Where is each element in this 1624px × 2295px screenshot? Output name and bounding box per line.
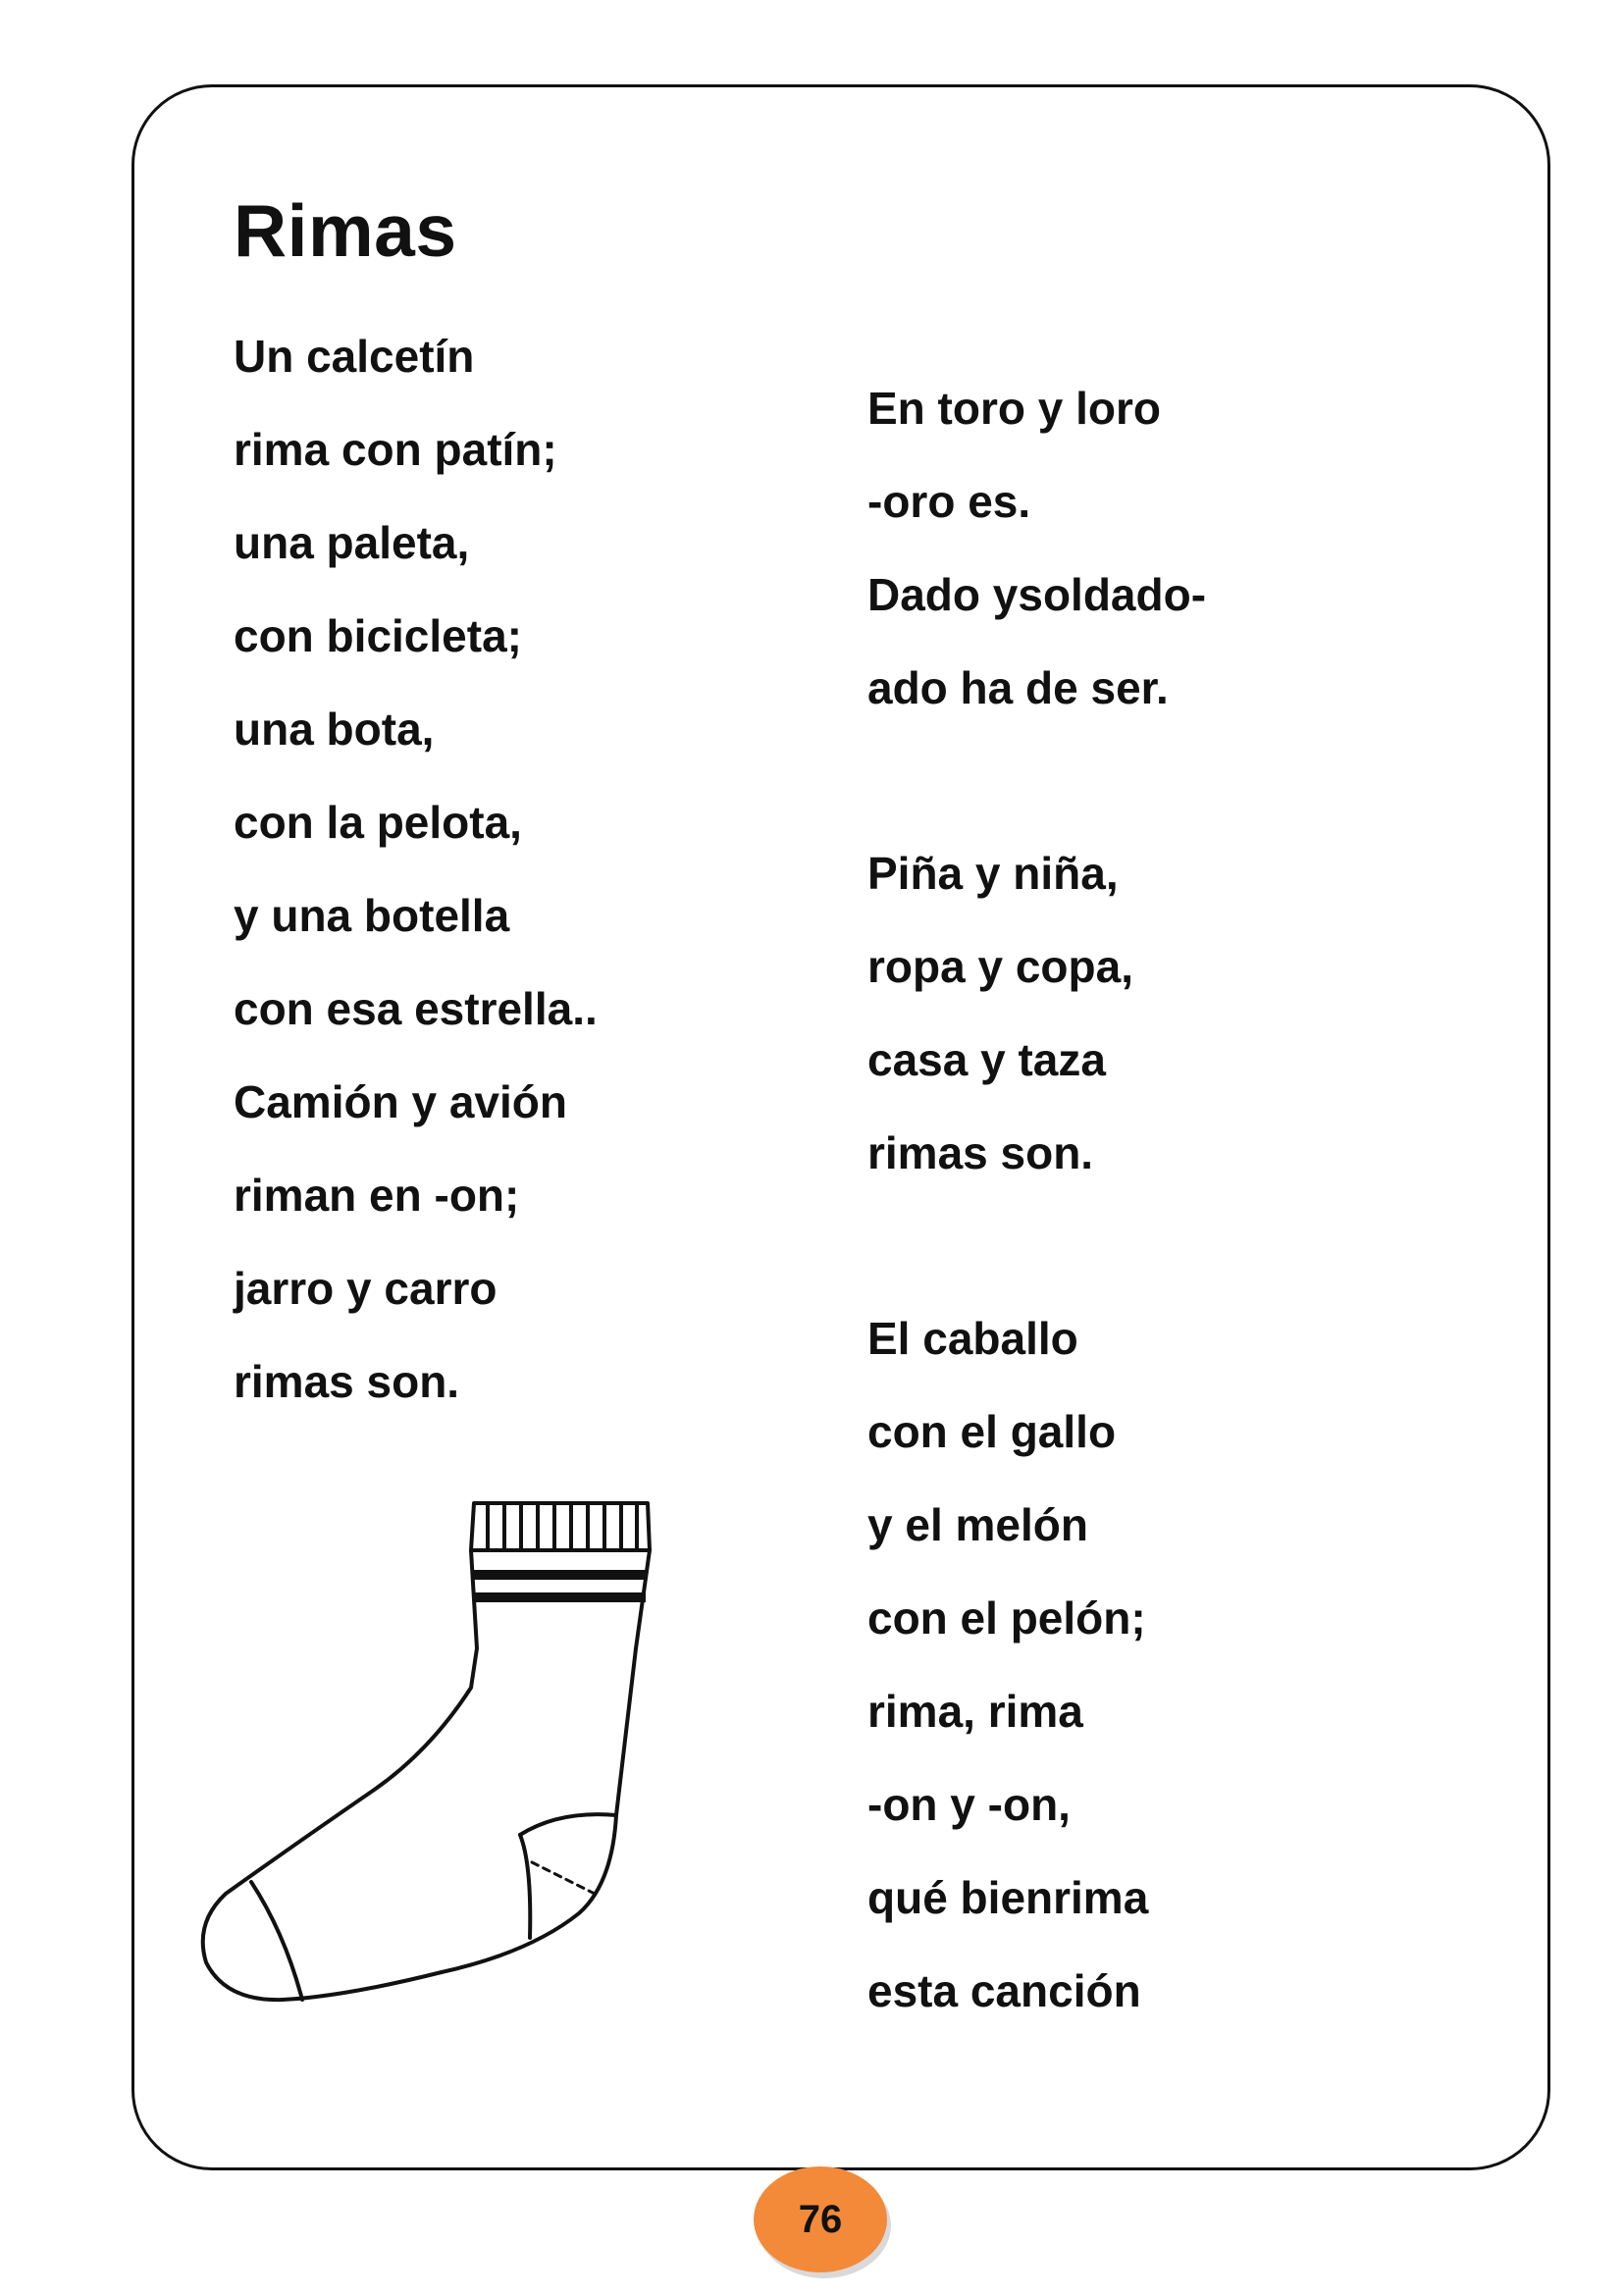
poem-line: una bota,	[234, 704, 435, 755]
poem-line: Piña y niña,	[867, 848, 1119, 899]
poem-line: rima con patín;	[234, 424, 557, 475]
poem-line: ropa y copa,	[867, 941, 1133, 992]
poem-line: -on y -on,	[867, 1779, 1071, 1830]
poem-line: riman en -on;	[234, 1170, 520, 1221]
poem-line: Camión y avión	[234, 1076, 567, 1127]
poem-line: rimas son.	[234, 1356, 460, 1407]
poem-line: El caballo	[867, 1313, 1078, 1364]
poem-line: rima, rima	[867, 1686, 1083, 1737]
page-number-badge	[754, 2166, 887, 2272]
poem-line: En toro y loro	[867, 383, 1161, 434]
poem-line: con esa estrella..	[234, 983, 598, 1034]
poem-line: ado ha de ser.	[867, 662, 1169, 713]
page-number: 76	[798, 2197, 843, 2241]
poem-line: -oro es.	[867, 476, 1031, 527]
sock-icon	[186, 1491, 667, 2021]
poem-line: una paleta,	[234, 517, 470, 568]
poem-line: Dado ysoldado-	[867, 569, 1207, 620]
poem-line: con el gallo	[867, 1406, 1117, 1457]
page-title: Rimas	[234, 189, 457, 272]
poem-line: rimas son.	[867, 1127, 1094, 1178]
poem-line: jarro y carro	[234, 1263, 498, 1314]
poem-line: Un calcetín	[234, 331, 475, 382]
poem-line: con bicicleta;	[234, 610, 522, 661]
poem-line: y una botella	[234, 890, 510, 941]
poem-line: esta canción	[867, 1965, 1141, 2016]
poem-line: casa y taza	[867, 1034, 1106, 1085]
poem-line: y el melón	[867, 1499, 1088, 1550]
poem-line: qué bienrima	[867, 1872, 1149, 1923]
poem-line: con la pelota,	[234, 797, 522, 848]
poem-line: con el pelón;	[867, 1592, 1146, 1643]
